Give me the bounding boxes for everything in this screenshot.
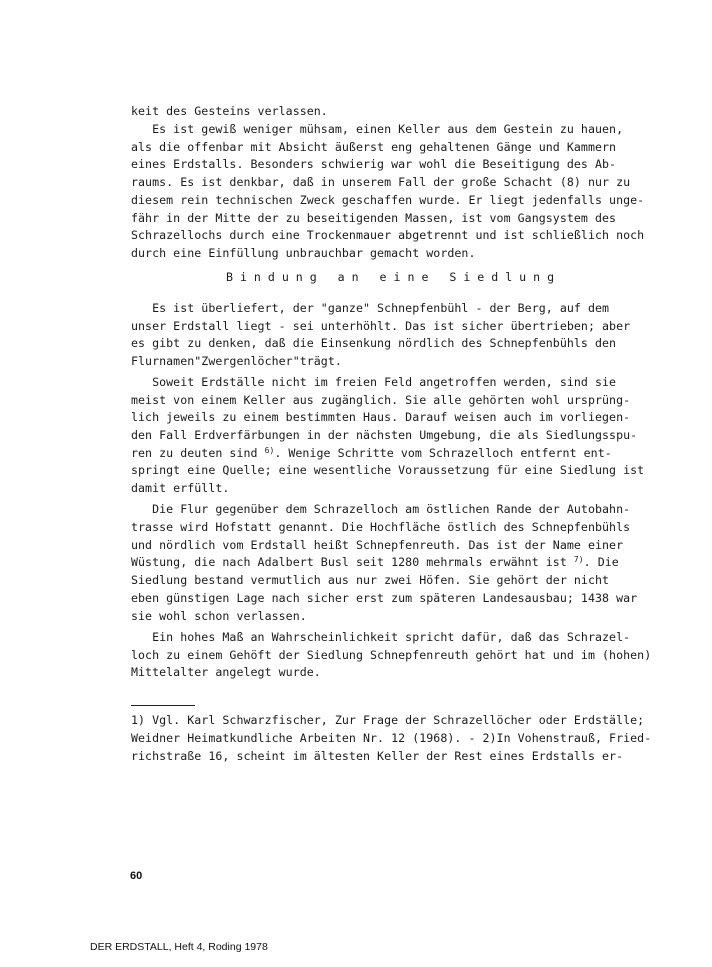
text-line: unser Erdstall liegt - sei unterhöhlt. Das ist sicher übertrieben; aber: [131, 319, 631, 333]
text-line: eines Erdstalls. Besonders schwierig war wohl die Beseitigung des Ab-: [131, 157, 617, 171]
text-segment: . Wenige Schritte vom Schrazelloch entfernt ent-: [274, 446, 612, 460]
text-line: durch eine Einfüllung unbrauchbar gemacht worden.: [131, 246, 476, 260]
text-line: den Fall Erdverfärbungen in der nächsten Umgebung, die als Siedlungsspu-: [131, 428, 638, 442]
footnote-line: Weidner Heimatkundliche Arbeiten Nr. 12 (1968). - 2)In Vohenstrauß, Fried-: [131, 731, 652, 745]
text-line: trasse wird Hofstatt genannt. Die Hochfläche östlich des Schnepfenbühls: [131, 520, 631, 534]
text-line: und nördlich vom Erdstall heißt Schnepfenreuth. Das ist der Name einer: [131, 538, 624, 552]
text-line: springt eine Quelle; eine wesentliche Voraussetzung für eine Siedlung ist: [131, 463, 645, 477]
footnote-separator: [131, 705, 195, 706]
footnote-line: 1) Vgl. Karl Schwarzfischer, Zur Frage der Schrazellöcher oder Erdställe;: [131, 713, 645, 727]
text-segment: ren zu deuten sind: [131, 446, 258, 460]
text-line: Soweit Erdställe nicht im freien Feld angetroffen werden, sind sie: [131, 375, 617, 389]
text-line: als die offenbar mit Absicht äußerst eng gehaltenen Gänge und Kammern: [131, 140, 617, 154]
text-line: Mittelalter angelegt wurde.: [131, 665, 321, 679]
text-line: es gibt zu denken, daß die Einsenkung nördlich des Schnepfenbühls den: [131, 336, 617, 350]
text-line: raums. Es ist denkbar, daß in unserem Fall der große Schacht (8) nur zu: [131, 175, 631, 189]
text-line: sie wohl schon verlassen.: [131, 609, 307, 623]
text-line: Siedlung bestand vermutlich aus nur zwei Höfen. Sie gehört der nicht: [131, 573, 610, 587]
text-line: meist von einem Keller aus zugänglich. Sie alle gehörten wohl ursprüng-: [131, 393, 631, 407]
text-line: damit erfüllt.: [131, 481, 230, 495]
text-line: diesem rein technischen Zweck geschaffen wurde. Er liegt jedenfalls unge-: [131, 193, 645, 207]
text-line: keit des Gesteins verlassen.: [131, 104, 328, 118]
text-line: lich jeweils zu einem bestimmten Haus. Darauf weisen auch im vorliegen-: [131, 410, 631, 424]
text-line: fähr in der Mitte der zu beseitigenden Massen, ist vom Gangsystem des: [131, 211, 617, 225]
section-heading: B i n d u n g a n e i n e S i e d l u n g: [226, 270, 555, 284]
text-line: Die Flur gegenüber dem Schrazelloch am östlichen Rande der Autobahn-: [131, 502, 631, 516]
text-line: loch zu einem Gehöft der Siedlung Schnepfenreuth gehört hat und im (hohen): [131, 648, 652, 662]
text-segment: Wüstung, die nach Adalbert Busl seit 1280 mehrmals erwähnt ist: [131, 555, 567, 569]
page-number: 60: [130, 870, 143, 882]
text-line-with-note: [131, 555, 619, 569]
footnote-reference: 6): [264, 446, 275, 455]
footnote-reference: 7): [573, 555, 584, 564]
text-line: Es ist gewiß weniger mühsam, einen Keller aus dem Gestein zu hauen,: [131, 122, 624, 136]
text-line: Schrazellochs durch eine Trockenmauer abgetrennt und ist schließlich noch: [131, 228, 645, 242]
publication-footer: DER ERDSTALL, Heft 4, Roding 1978: [90, 941, 268, 953]
text-line: Flurnamen"Zwergenlöcher"trägt.: [131, 354, 342, 368]
text-line: Es ist überliefert, der "ganze" Schnepfenbühl - der Berg, auf dem: [131, 301, 610, 315]
text-segment: . Die: [583, 555, 619, 569]
text-line: Ein hohes Maß an Wahrscheinlichkeit spricht dafür, daß das Schrazel-: [131, 630, 631, 644]
footnote-line: richstraße 16, scheint im ältesten Keller der Rest eines Erdstalls er-: [131, 749, 624, 763]
text-line: eben günstigen Lage nach sicher erst zum späteren Landesausbau; 1438 war: [131, 591, 638, 605]
text-line-with-note: [131, 446, 612, 460]
